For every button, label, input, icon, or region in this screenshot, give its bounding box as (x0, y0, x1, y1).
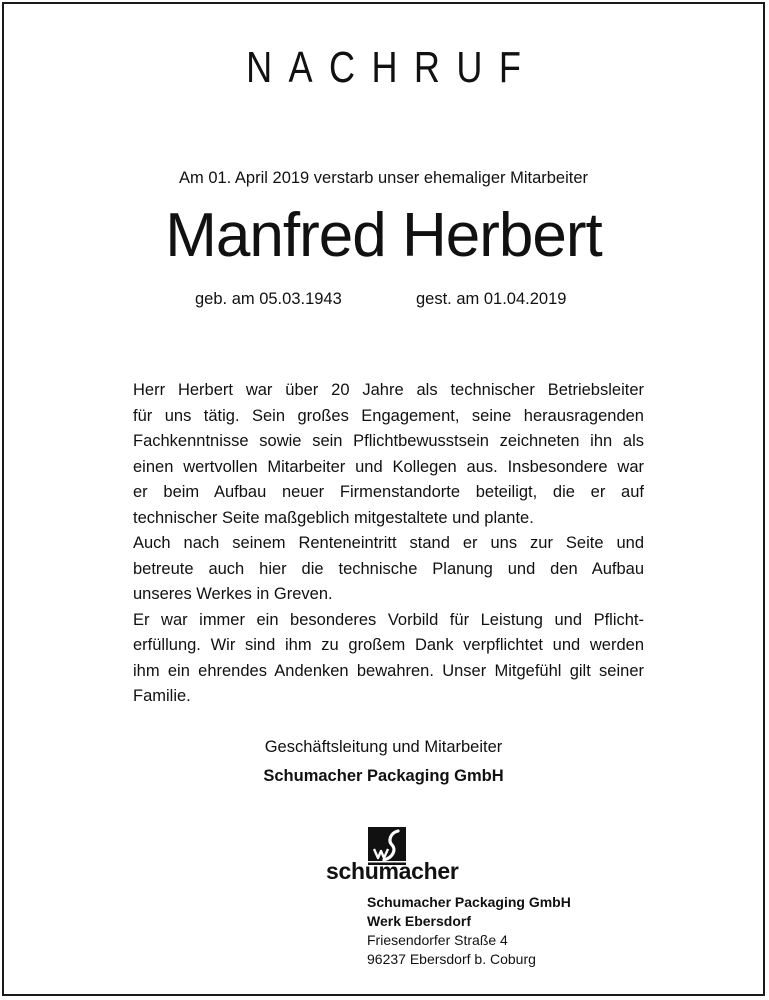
signature-company: Schumacher Packaging GmbH (263, 767, 504, 785)
text-line: einen wertvollen Mitarbeiter und Kollegen aus. Insbesondere war (133, 457, 644, 476)
text-line: Auch nach seinem Renteneintritt stand er uns zur Seite und (133, 534, 644, 552)
obituary-frame (2, 2, 765, 996)
paragraph-2 (133, 531, 644, 608)
text-line: betreute auch hier die technische Planung und den Aufbau (133, 559, 644, 578)
text-line: technischer Seite maßgeblich mitgestaltete und plante. (133, 508, 534, 527)
address-plant: Werk Ebersdorf (367, 913, 471, 929)
paragraph-3 (133, 608, 644, 710)
obituary-body (133, 378, 644, 710)
text-line: unseres Werkes in Greven. (133, 585, 333, 603)
text-line: er beim Aufbau neuer Firmenstandorte beteiligt, die er auf (133, 483, 644, 501)
birth-date: geb. am 05.03.1943 (195, 290, 342, 308)
death-date: gest. am 01.04.2019 (416, 290, 567, 308)
intro-text: Am 01. April 2019 verstarb unser ehemaliger Mitarbeiter (178, 169, 589, 187)
logo-wordmark: schumacher (326, 858, 459, 884)
deceased-name: Manfred Herbert (165, 201, 602, 270)
address-street: Friesendorfer Straße 4 (367, 932, 508, 948)
page-title: NACHRUF (246, 43, 538, 92)
text-line: erfüllung. Wir sind ihm zu großem Dank verpflichtet und werden (133, 636, 644, 654)
text-line: ihm ein ehrendes Andenken bewahren. Unser Mitgefühl gilt seiner (133, 661, 644, 680)
text-line: für uns tätig. Sein großes Engagement, seine herausragenden (133, 406, 644, 425)
company-address (367, 893, 571, 969)
signature-line: Geschäftsleitung und Mitarbeiter (264, 738, 503, 756)
text-line: Fachkenntnisse sowie sein Pflichtbewusstsein zeichneten ihn als (133, 432, 644, 450)
text-line: Familie. (133, 687, 191, 705)
address-company: Schumacher Packaging GmbH (367, 894, 571, 910)
paragraph-1 (133, 378, 644, 531)
text-line: Herr Herbert war über 20 Jahre als technischer Betriebsleiter (133, 381, 644, 399)
text-line: Er war immer ein besonderes Vorbild für Leistung und Pflicht- (133, 610, 644, 629)
address-city: 96237 Ebersdorf b. Coburg (367, 951, 536, 967)
